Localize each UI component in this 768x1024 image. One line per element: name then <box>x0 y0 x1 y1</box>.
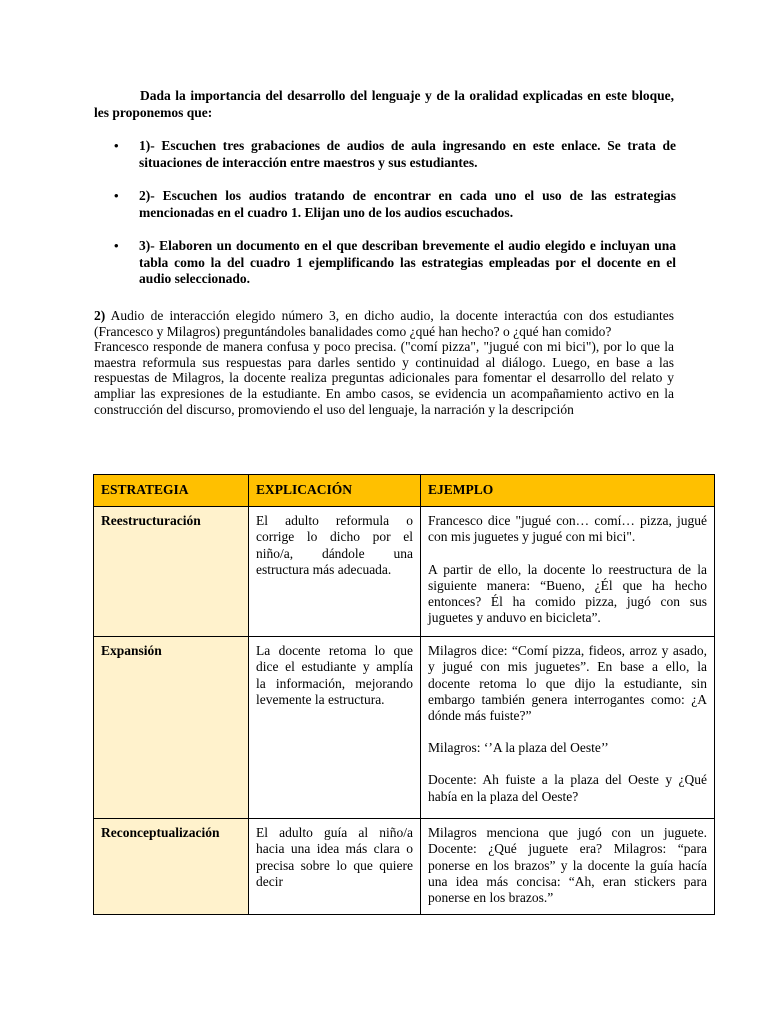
task-item-3 <box>94 238 676 288</box>
example-text: Docente: Ah fuiste a la plaza del Oeste y ¿Qué había en la plaza del Oeste? <box>428 772 707 804</box>
example-text: Francesco dice "jugué con… comí… pizza, jugué con mis juguetes y jugué con mi bici". <box>428 513 707 545</box>
example-cell <box>421 637 715 819</box>
example-text: A partir de ello, la docente lo reestructura de la siguiente manera: “Bueno, ¿Él que ha hecho entonces? Él ha comido pizza, jugó con sus juguetes y anduvo en bicicleta”. <box>428 561 707 626</box>
task-text: 3)- Elaboren un documento en el que describan brevemente el audio elegido e incluyan una tabla como la del cuadro 1 ejemplificando las estrategias empleadas por el docente en el audio seleccionado. <box>139 238 676 286</box>
example-text: Milagros: ‘’A la plaza del Oeste’’ <box>428 740 609 756</box>
strategy-cell: Expansión <box>94 637 249 819</box>
intro-paragraph: Dada la importancia del desarrollo del lenguaje y de la oralidad explicadas en este bloque, les proponemos que: <box>94 88 674 120</box>
table-header-row <box>94 475 715 507</box>
table-row <box>94 637 715 819</box>
task-text: 2)- Escuchen los audios tratando de encontrar en cada uno el uso de las estrategias mencionadas en el cuadro 1. Elijan uno de los audios escuchados. <box>139 188 676 220</box>
example-text: Milagros dice: “Comí pizza, fideos, arroz y asado, y jugué con mis juguetes”. En base a ello, la docente retoma lo que dijo la estudiante, sin embargo también genera interrogantes como: ¿A dónde más fuiste?” <box>428 643 707 724</box>
header-example: EJEMPLO <box>421 475 715 507</box>
answer-text-continued: Francesco responde de manera confusa y poco precisa. ("comí pizza", "jugué con mi bici"), por lo que la maestra reformula sus respuestas para darles sentido y continuidad al diálogo. Luego, en base a las respuestas de Milagros, la docente realiza preguntas adicionales para fomentar el desarrollo del relato y ampliar las expresiones de la estudiante. En ambo casos, se evidencia un acompañamiento activo en la construcción del discurso, promoviendo el uso del lenguaje, la narración y la descripción <box>94 339 674 417</box>
strategy-cell: Reconceptualización <box>94 819 249 915</box>
task-item-1 <box>94 138 676 171</box>
answer-number: 2) <box>94 308 106 323</box>
explanation-cell: El adulto guía al niño/a hacia una idea más clara o precisa sobre lo que quiere decir <box>249 819 421 915</box>
task-item-2 <box>94 188 676 221</box>
table-row <box>94 819 715 915</box>
answer-paragraph <box>94 308 674 417</box>
answer-text: Audio de interacción elegido número 3, en dicho audio, la docente interactúa con dos estudiantes (Francesco y Milagros) preguntándoles banalidades como ¿qué han hecho? o ¿qué han comido? <box>94 308 674 339</box>
bullet-icon: • <box>114 138 119 153</box>
header-strategy: ESTRATEGIA <box>94 475 249 507</box>
explanation-cell: La docente retoma lo que dice el estudiante y amplía la información, mejorando levemente la estructura. <box>249 637 421 819</box>
example-text: Milagros menciona que jugó con un juguete. Docente: ¿Qué juguete era? Milagros: “para ponerse en los brazos” y la docente la guía hacía una idea más concisa: “Ah, eran stickers para ponerse en los brazos.” <box>428 825 707 906</box>
task-list <box>94 138 676 305</box>
explanation-cell: El adulto reformula o corrige lo dicho por el niño/a, dándole una estructura más adecuada. <box>249 507 421 637</box>
strategies-table <box>93 474 715 915</box>
bullet-icon: • <box>114 188 119 203</box>
example-cell <box>421 819 715 915</box>
task-text: 1)- Escuchen tres grabaciones de audios de aula ingresando en este enlace. Se trata de situaciones de interacción entre maestros y sus estudiantes. <box>139 138 676 170</box>
bullet-icon: • <box>114 238 119 253</box>
example-cell <box>421 507 715 637</box>
strategy-cell: Reestructuración <box>94 507 249 637</box>
table-row <box>94 507 715 637</box>
header-explanation: EXPLICACIÓN <box>249 475 421 507</box>
